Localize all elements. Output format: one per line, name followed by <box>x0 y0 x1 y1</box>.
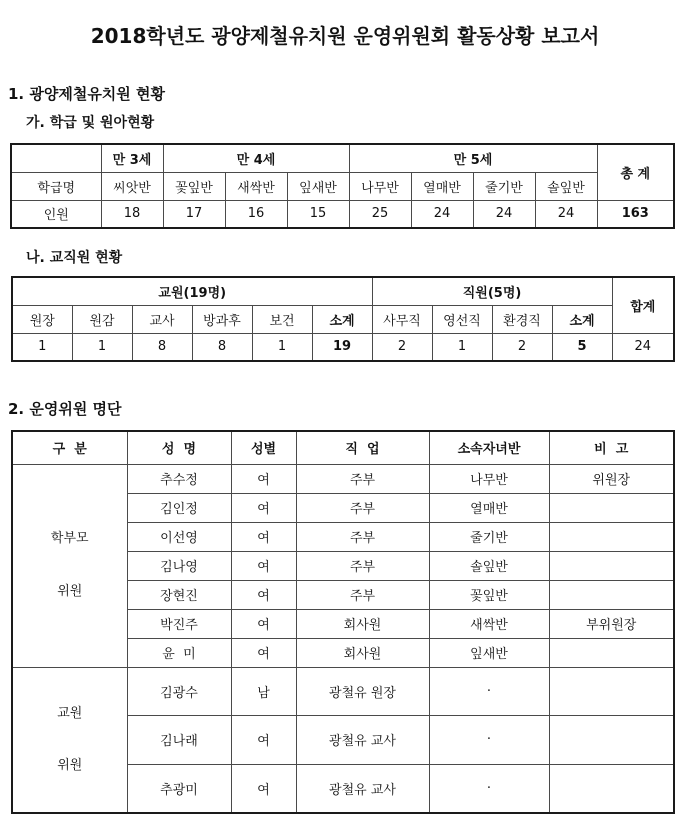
count-cell: 18 <box>101 200 163 228</box>
class-name-cell: 잎새반 <box>287 172 349 200</box>
table-row <box>12 333 674 361</box>
member-name: 김인정 <box>127 493 231 522</box>
member-gender: 여 <box>231 464 296 493</box>
group-label-teacher-members <box>12 667 127 813</box>
staff-count-cell: 1 <box>432 333 492 361</box>
age-group-header: 만 5세 <box>349 144 597 172</box>
column-header-gender: 성별 <box>231 431 296 464</box>
member-note <box>549 638 674 667</box>
worker-group-header: 직원(5명) <box>372 277 612 305</box>
staff-column-header: 방과후 <box>192 305 252 333</box>
member-job: 회사원 <box>296 609 429 638</box>
member-note: 위원장 <box>549 464 674 493</box>
member-child-class: 나무반 <box>429 464 549 493</box>
total-header: 합계 <box>612 277 674 333</box>
count-cell: 24 <box>535 200 597 228</box>
member-child-class: · <box>429 667 549 716</box>
table-row <box>11 144 674 172</box>
member-child-class: 솔잎반 <box>429 551 549 580</box>
member-gender: 여 <box>231 638 296 667</box>
class-name-cell: 솔잎반 <box>535 172 597 200</box>
staff-count-cell: 1 <box>12 333 72 361</box>
staff-subtotal-cell: 19 <box>312 333 372 361</box>
count-cell: 15 <box>287 200 349 228</box>
row-label: 인원 <box>11 200 101 228</box>
empty-corner-cell <box>11 144 101 172</box>
staff-count-cell: 1 <box>72 333 132 361</box>
member-child-class: 잎새반 <box>429 638 549 667</box>
section1-heading: 1. 광양제철유치원 현황 <box>8 85 165 103</box>
member-note <box>549 716 674 765</box>
member-gender: 여 <box>231 580 296 609</box>
age-group-header: 만 4세 <box>163 144 349 172</box>
total-cell: 163 <box>597 200 674 228</box>
member-child-class: 줄기반 <box>429 522 549 551</box>
staff-count-cell: 8 <box>192 333 252 361</box>
member-gender: 여 <box>231 609 296 638</box>
member-name: 이선영 <box>127 522 231 551</box>
member-gender: 여 <box>231 551 296 580</box>
teacher-group-header: 교원(19명) <box>12 277 372 305</box>
member-child-class: 열매반 <box>429 493 549 522</box>
class-name-cell: 새싹반 <box>225 172 287 200</box>
class-enrollment-table <box>10 143 675 229</box>
member-note <box>549 493 674 522</box>
column-header-job: 직 업 <box>296 431 429 464</box>
age-group-header: 만 3세 <box>101 144 163 172</box>
member-job: 주부 <box>296 580 429 609</box>
member-gender: 여 <box>231 522 296 551</box>
member-gender: 여 <box>231 493 296 522</box>
member-gender: 여 <box>231 764 296 813</box>
member-child-class: · <box>429 716 549 765</box>
staff-subtotal-header: 소계 <box>312 305 372 333</box>
member-child-class: · <box>429 764 549 813</box>
member-name: 박진주 <box>127 609 231 638</box>
staff-table <box>11 276 675 362</box>
staff-column-header: 교사 <box>132 305 192 333</box>
column-header-division: 구 분 <box>12 431 127 464</box>
group-label-line: 위원 <box>57 758 83 774</box>
count-cell: 17 <box>163 200 225 228</box>
count-cell: 16 <box>225 200 287 228</box>
member-note <box>549 667 674 716</box>
member-note <box>549 551 674 580</box>
staff-column-header: 보건 <box>252 305 312 333</box>
member-note <box>549 580 674 609</box>
group-label-line: 교원 <box>57 705 83 721</box>
count-cell: 24 <box>473 200 535 228</box>
member-child-class: 꽃잎반 <box>429 580 549 609</box>
member-gender: 여 <box>231 716 296 765</box>
table-row <box>12 305 674 333</box>
staff-column-header: 사무직 <box>372 305 432 333</box>
member-name: 윤 미 <box>127 638 231 667</box>
count-cell: 25 <box>349 200 411 228</box>
member-name: 김광수 <box>127 667 231 716</box>
member-job: 주부 <box>296 522 429 551</box>
staff-column-header: 원감 <box>72 305 132 333</box>
member-name: 장현진 <box>127 580 231 609</box>
staff-column-header: 원장 <box>12 305 72 333</box>
member-job: 광철유 교사 <box>296 764 429 813</box>
member-child-class: 새싹반 <box>429 609 549 638</box>
class-name-cell: 꽃잎반 <box>163 172 225 200</box>
member-job: 광철유 교사 <box>296 716 429 765</box>
member-gender: 남 <box>231 667 296 716</box>
member-job: 회사원 <box>296 638 429 667</box>
member-name: 김나영 <box>127 551 231 580</box>
table-row <box>12 431 674 464</box>
staff-count-cell: 2 <box>372 333 432 361</box>
member-name: 추수정 <box>127 464 231 493</box>
member-row <box>12 667 674 716</box>
member-job: 주부 <box>296 551 429 580</box>
class-name-cell: 씨앗반 <box>101 172 163 200</box>
report-title: 2018학년도 광양제철유치원 운영위원회 활동상황 보고서 <box>90 24 600 48</box>
member-job: 광철유 원장 <box>296 667 429 716</box>
staff-total-cell: 24 <box>612 333 674 361</box>
group-label-line: 위원 <box>57 584 83 600</box>
member-name: 김나래 <box>127 716 231 765</box>
staff-subtotal-cell: 5 <box>552 333 612 361</box>
member-row <box>12 464 674 493</box>
section1a-heading: 가. 학급 및 원아현황 <box>26 115 155 131</box>
member-job: 주부 <box>296 464 429 493</box>
staff-column-header: 환경직 <box>492 305 552 333</box>
staff-count-cell: 1 <box>252 333 312 361</box>
row-label-header: 학급명 <box>11 172 101 200</box>
member-name: 추광미 <box>127 764 231 813</box>
class-name-cell: 줄기반 <box>473 172 535 200</box>
group-label-line: 학부모 <box>50 531 89 547</box>
count-cell: 24 <box>411 200 473 228</box>
member-note <box>549 522 674 551</box>
class-name-cell: 나무반 <box>349 172 411 200</box>
table-row <box>11 172 674 200</box>
column-header-name: 성 명 <box>127 431 231 464</box>
staff-subtotal-header: 소계 <box>552 305 612 333</box>
column-header-note: 비 고 <box>549 431 674 464</box>
staff-count-cell: 2 <box>492 333 552 361</box>
member-job: 주부 <box>296 493 429 522</box>
committee-members-table <box>11 430 675 814</box>
member-note: 부위원장 <box>549 609 674 638</box>
column-header-child-class: 소속자녀반 <box>429 431 549 464</box>
member-note <box>549 764 674 813</box>
staff-column-header: 영선직 <box>432 305 492 333</box>
section1b-heading: 나. 교직원 현황 <box>26 250 123 266</box>
class-name-cell: 열매반 <box>411 172 473 200</box>
section2-heading: 2. 운영위원 명단 <box>8 400 122 418</box>
table-row <box>11 200 674 228</box>
group-label-parent-members <box>12 464 127 667</box>
table-row <box>12 277 674 305</box>
staff-count-cell: 8 <box>132 333 192 361</box>
total-header: 총 계 <box>597 144 674 200</box>
